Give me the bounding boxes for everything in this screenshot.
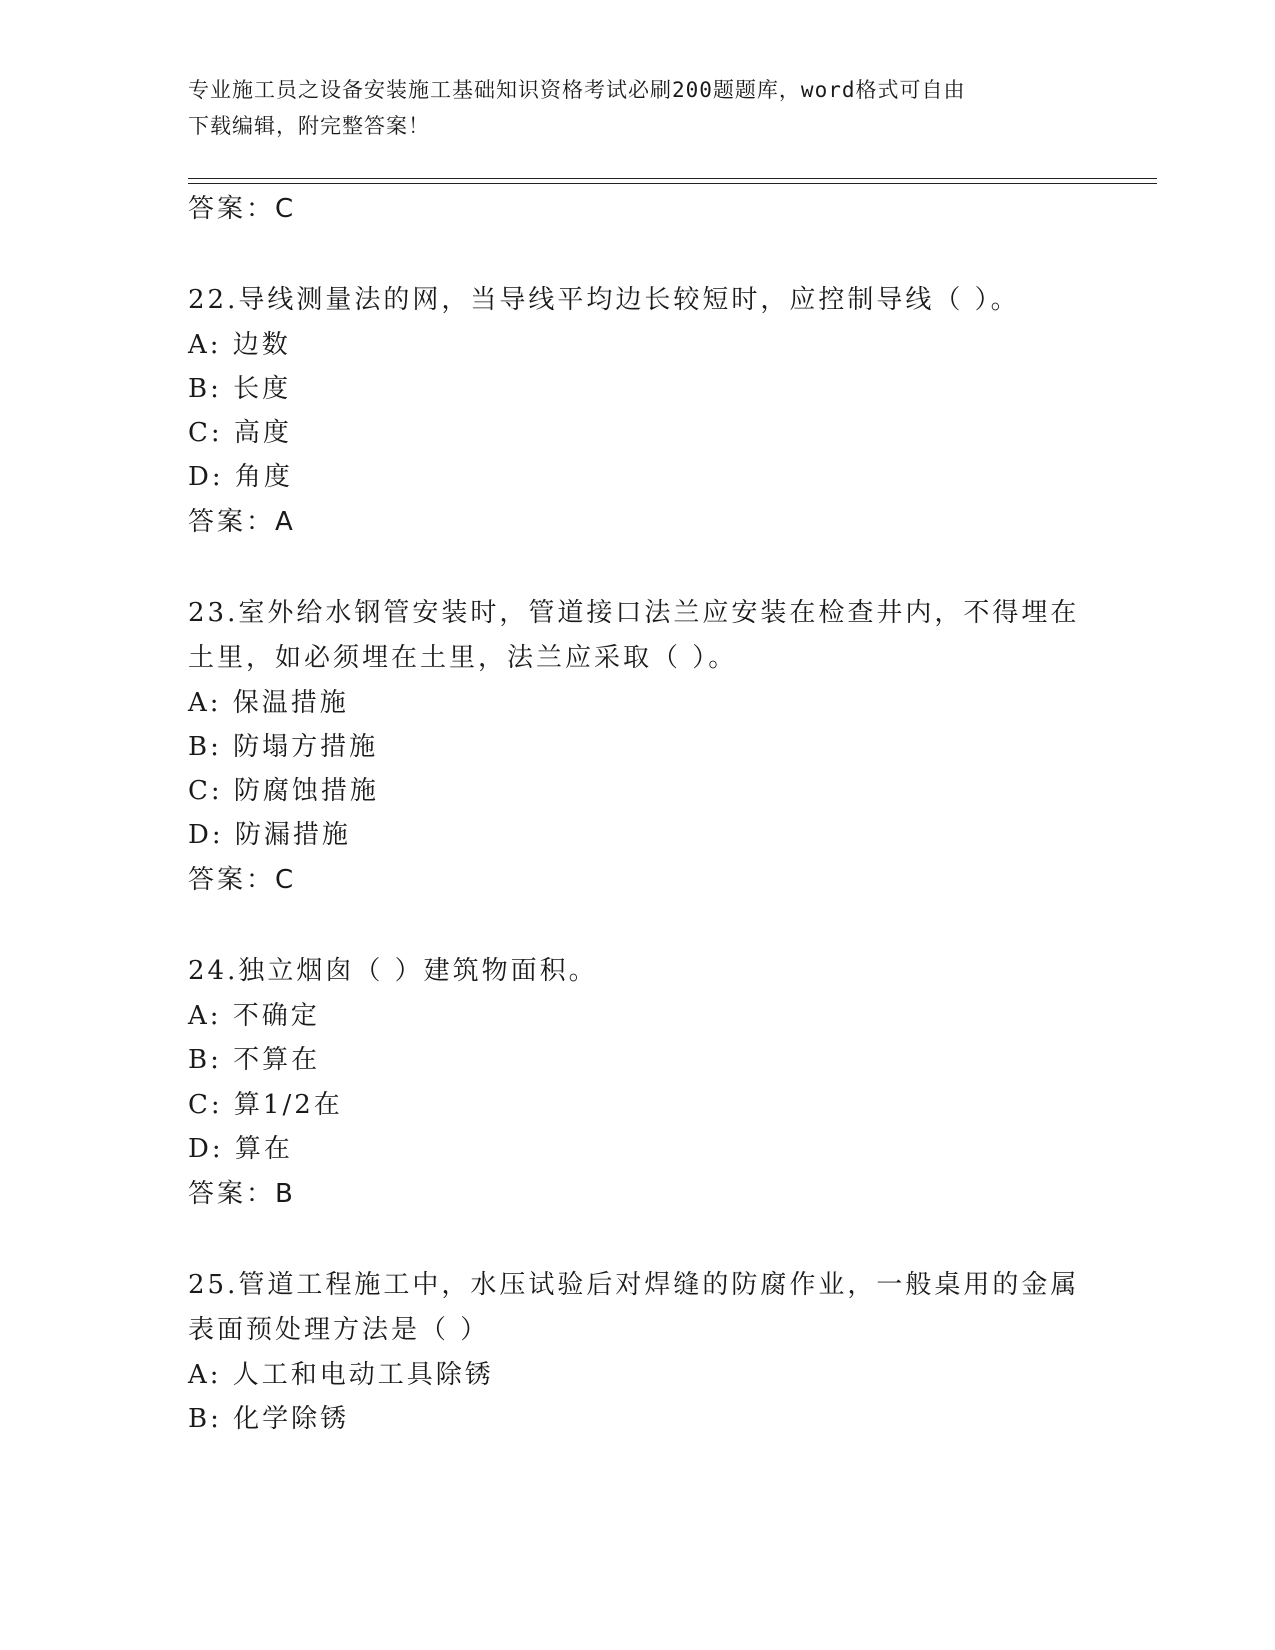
question-24-option-d: D: 算在 — [188, 1134, 293, 1164]
question-24-answer: 答案：B — [188, 1179, 296, 1209]
document-header — [188, 72, 1068, 144]
question-22-option-c: C: 高度 — [188, 418, 292, 448]
question-23-text-line-1: 23.室外给水钢管安装时，管道接口法兰应安装在检查井内，不得埋在 — [188, 598, 1080, 628]
question-23-answer: 答案：C — [188, 865, 297, 895]
question-25-text-line-1: 25.管道工程施工中，水压试验后对焊缝的防腐作业，一般桌用的金属 — [188, 1270, 1080, 1300]
question-22-option-a: A: 边数 — [188, 330, 291, 360]
header-line-2: 下载编辑，附完整答案！ — [188, 114, 430, 138]
question-23-option-a: A: 保温措施 — [188, 688, 349, 718]
question-25-text-line-2: 表面预处理方法是（ ） — [188, 1315, 490, 1345]
question-25-option-a: A: 人工和电动工具除锈 — [188, 1360, 494, 1390]
question-24-text: 24.独立烟囱（ ）建筑物面积。 — [188, 956, 598, 986]
header-divider-bottom — [188, 183, 1157, 184]
question-22-answer: 答案：A — [188, 507, 296, 537]
question-25-option-b: B: 化学除锈 — [188, 1404, 350, 1434]
question-23-text-line-2: 土里，如必须埋在土里，法兰应采取（ ）。 — [188, 643, 738, 673]
answer-label: 答案：C — [188, 194, 297, 224]
question-22-option-d: D: 角度 — [188, 462, 293, 492]
question-24-option-b: B: 不算在 — [188, 1045, 321, 1075]
question-22-text: 22.导线测量法的网，当导线平均边长较短时，应控制导线（ ）。 — [188, 285, 1020, 315]
question-24-option-a: A: 不确定 — [188, 1001, 320, 1031]
header-line-1: 专业施工员之设备安装施工基础知识资格考试必刷200题题库，word格式可自由 — [188, 78, 966, 102]
question-22-option-b: B: 长度 — [188, 374, 292, 404]
question-23-option-b: B: 防塌方措施 — [188, 732, 379, 762]
question-24-option-c: C: 算1/2在 — [188, 1090, 343, 1120]
question-23-option-d: D: 防漏措施 — [188, 820, 351, 850]
question-23-option-c: C: 防腐蚀措施 — [188, 776, 379, 806]
header-divider-top — [188, 178, 1157, 179]
